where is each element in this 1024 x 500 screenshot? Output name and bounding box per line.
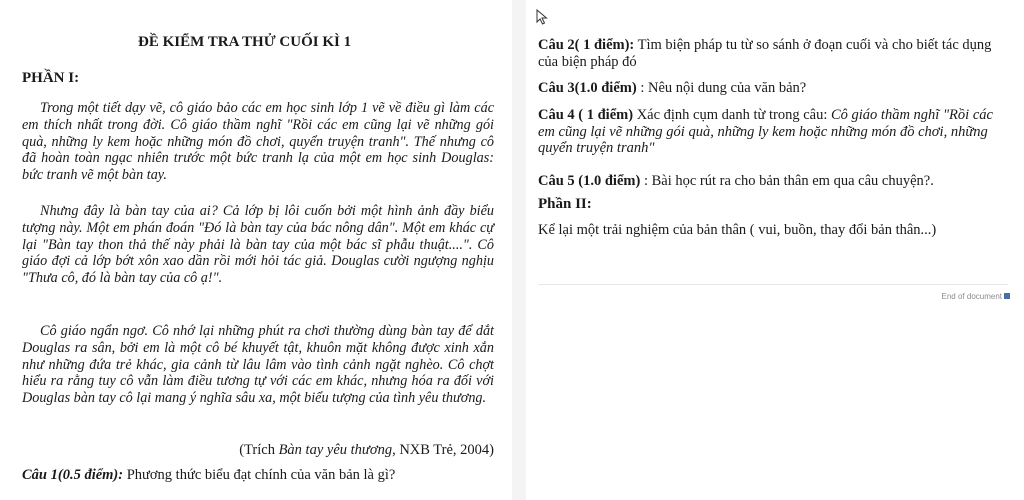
story-paragraph-2: Nhưng đây là bàn tay của ai? Cả lớp bị lôi cuốn bởi một hình ảnh đầy biểu tượng này. Một em phán đoán "Đó là bàn tay của bác nông dân". Một em khác cự lại "Bàn tay thon thả thế này phải là bàn tay của một bác sĩ phẫu thuật....". Cô giáo đợi cả lớp bớt xôn xao dần rồi mới hỏi tác giả. Douglas cười ngượng nghịu "Thưa cô, đó là bàn tay của cô ạ!". [22,203,494,287]
question-4-text: Xác định cụm danh từ trong câu: [633,107,831,123]
question-3-text: : Nêu nội dung của văn bản? [636,80,807,96]
question-4-label: Câu 4 ( 1 điểm) [538,107,634,123]
story-paragraph-1: Trong một tiết dạy vẽ, cô giáo bảo các em học sinh lớp 1 vẽ về điều gì làm các em thích nhất trong đời. Cô giáo thầm nghĩ "Rồi các em cũng lại vẽ những gói quà, những ly kem hoặc những món đồ chơi, quyển truyện tranh". Thế nhưng cô đã hoàn toàn ngạc nhiên trước một bức tranh lạ của một em học sinh Douglas: bức tranh vẽ một bàn tay. [22,100,494,184]
question-2-text: Tìm biện pháp tu từ so sánh ở đoạn cuối và cho biết tác dụng của biện pháp đó [538,37,992,70]
mouse-pointer-icon [536,9,548,25]
part-one-heading: PHẦN I: [22,70,80,86]
end-of-document-marker-icon [1004,293,1010,299]
part-two-heading: Phần II: [538,196,592,212]
divider [538,284,1008,285]
question-4-quote: Cô giáo thầm nghĩ "Rồi các em cũng lại vẽ những gói quà, những ly kem hoặc những món đồ chơi, những quyển truyện tranh" [538,107,993,156]
question-5-label: Câu 5 (1.0 điểm) [538,173,641,189]
question-5-text: : Bài học rút ra cho bản thân em qua câu chuyện?. [640,173,934,189]
question-3-label: Câu 3(1.0 điểm) [538,80,637,96]
question-1-label: Câu 1(0.5 điểm): [22,467,124,483]
end-of-document-label: End of document [941,292,1002,301]
essay-prompt: Kể lại một trải nghiệm của bản thân ( vui, buồn, thay đổi bản thân...) [538,222,937,238]
question-1 [22,467,395,484]
source-prefix: (Trích [239,442,279,458]
question-2 [538,37,1010,70]
right-page [526,0,1024,500]
question-1-text: Phương thức biểu đạt chính của văn bản là gì? [123,467,396,483]
story-source [22,442,494,459]
question-3 [538,80,1010,97]
page-gap [512,0,526,500]
question-2-label: Câu 2( 1 điểm): [538,37,635,53]
story-paragraph-3: Cô giáo ngẩn ngơ. Cô nhớ lại những phút ra chơi thường dùng bàn tay để dắt Douglas ra sân, bởi em là một cô bé khuyết tật, khuôn mặt không được xinh xắn như những đứa trẻ khác, gia cảnh từ lâu lâm vào tình cảnh ngặt nghèo. Cô chợt hiểu ra rằng tuy cô vẫn làm điều tương tự với các em khác, nhưng hóa ra đối với Douglas bàn tay cô lại mang ý nghĩa sâu xa, một biểu tượng của tình yêu thương. [22,323,494,407]
source-title: Bàn tay yêu thương [278,442,393,458]
question-5 [538,173,1010,190]
source-suffix: , NXB Trẻ, 2004) [392,442,494,458]
question-4 [538,107,1010,157]
exam-title: ĐỀ KIỂM TRA THỬ CUỐI KÌ 1 [138,34,352,50]
